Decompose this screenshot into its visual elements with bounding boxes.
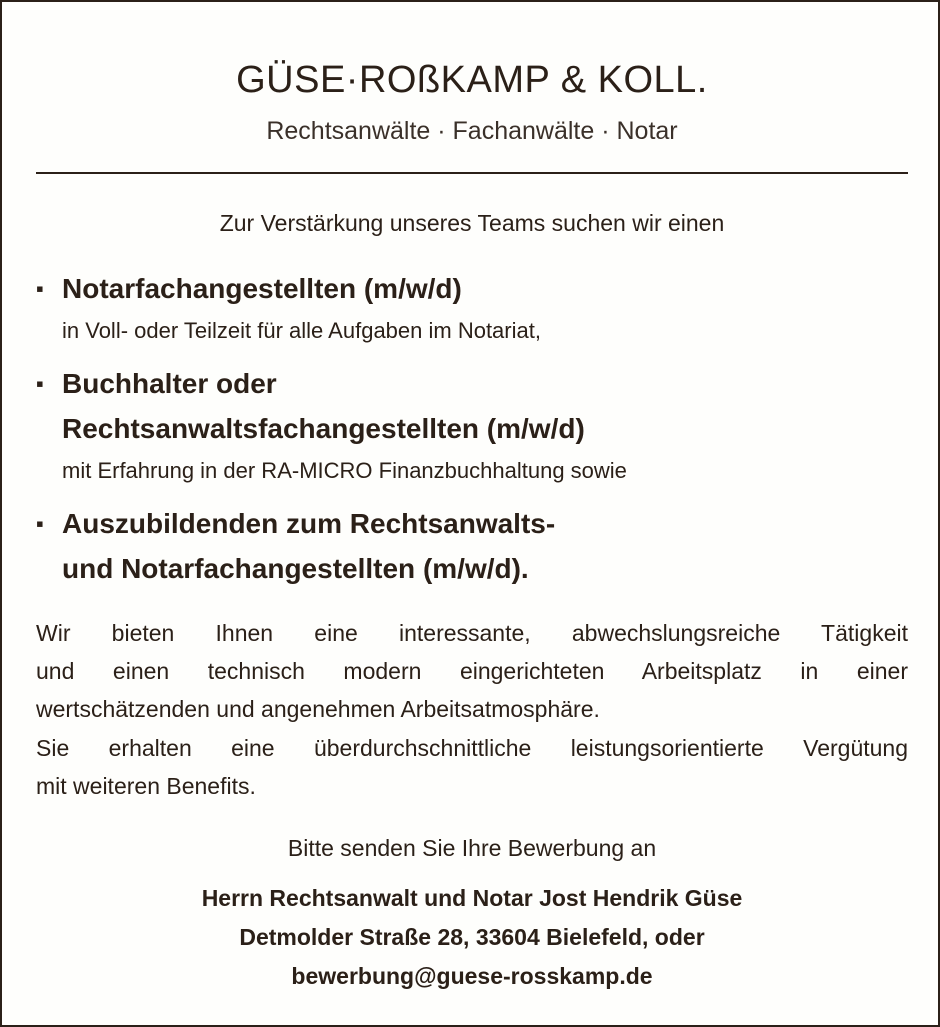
offer-line: Sie erhalten eine überdurchschnittliche leistungsorientierte Vergütung <box>36 735 908 761</box>
bullet-icon: ▪ <box>36 511 44 536</box>
offer-line: und einen technisch modern eingerichteten Arbeitsplatz in einer <box>36 658 908 684</box>
position-3-title-line-2: und Notarfachangestellten (m/w/d). <box>62 553 529 584</box>
position-3-title-line-1: Auszubildenden zum Rechtsanwalts- <box>62 508 556 539</box>
bullet-icon: ▪ <box>36 371 44 396</box>
position-3-title <box>36 505 916 543</box>
position-2-title-line-2: Rechtsanwaltsfachangestellten (m/w/d) <box>62 413 585 444</box>
offer-line: wertschätzenden und angenehmen Arbeitsatmosphäre. <box>36 696 600 722</box>
contact-address: Detmolder Straße 28, 33604 Bielefeld, oder <box>239 924 705 950</box>
offer-line: mit weiteren Benefits. <box>36 773 256 799</box>
position-1-title-line-1: Notarfachangestellten (m/w/d) <box>62 273 462 304</box>
firm-subtitle: Rechtsanwälte · Fachanwälte · Notar <box>266 117 678 145</box>
bullet-icon: ▪ <box>36 276 44 301</box>
position-2-description: mit Erfahrung in der RA-MICRO Finanzbuchhaltung sowie <box>62 458 627 483</box>
position-1-description: in Voll- oder Teilzeit für alle Aufgaben im Notariat, <box>62 318 541 343</box>
intro-text: Zur Verstärkung unseres Teams suchen wir einen <box>219 210 725 236</box>
header-divider <box>36 172 908 174</box>
application-intro: Bitte senden Sie Ihre Bewerbung an <box>287 835 657 861</box>
contact-name: Herrn Rechtsanwalt und Notar Jost Hendrik Güse <box>201 885 743 911</box>
position-2-title <box>36 365 916 403</box>
firm-name: GÜSE·ROßKAMP & KOLL. <box>236 59 708 101</box>
offer-line: Wir bieten Ihnen eine interessante, abwechslungsreiche Tätigkeit <box>36 620 908 646</box>
contact-email: bewerbung@guese-rosskamp.de <box>291 963 653 989</box>
position-2-title-line-1: Buchhalter oder <box>62 368 277 399</box>
position-1-title <box>36 270 916 308</box>
